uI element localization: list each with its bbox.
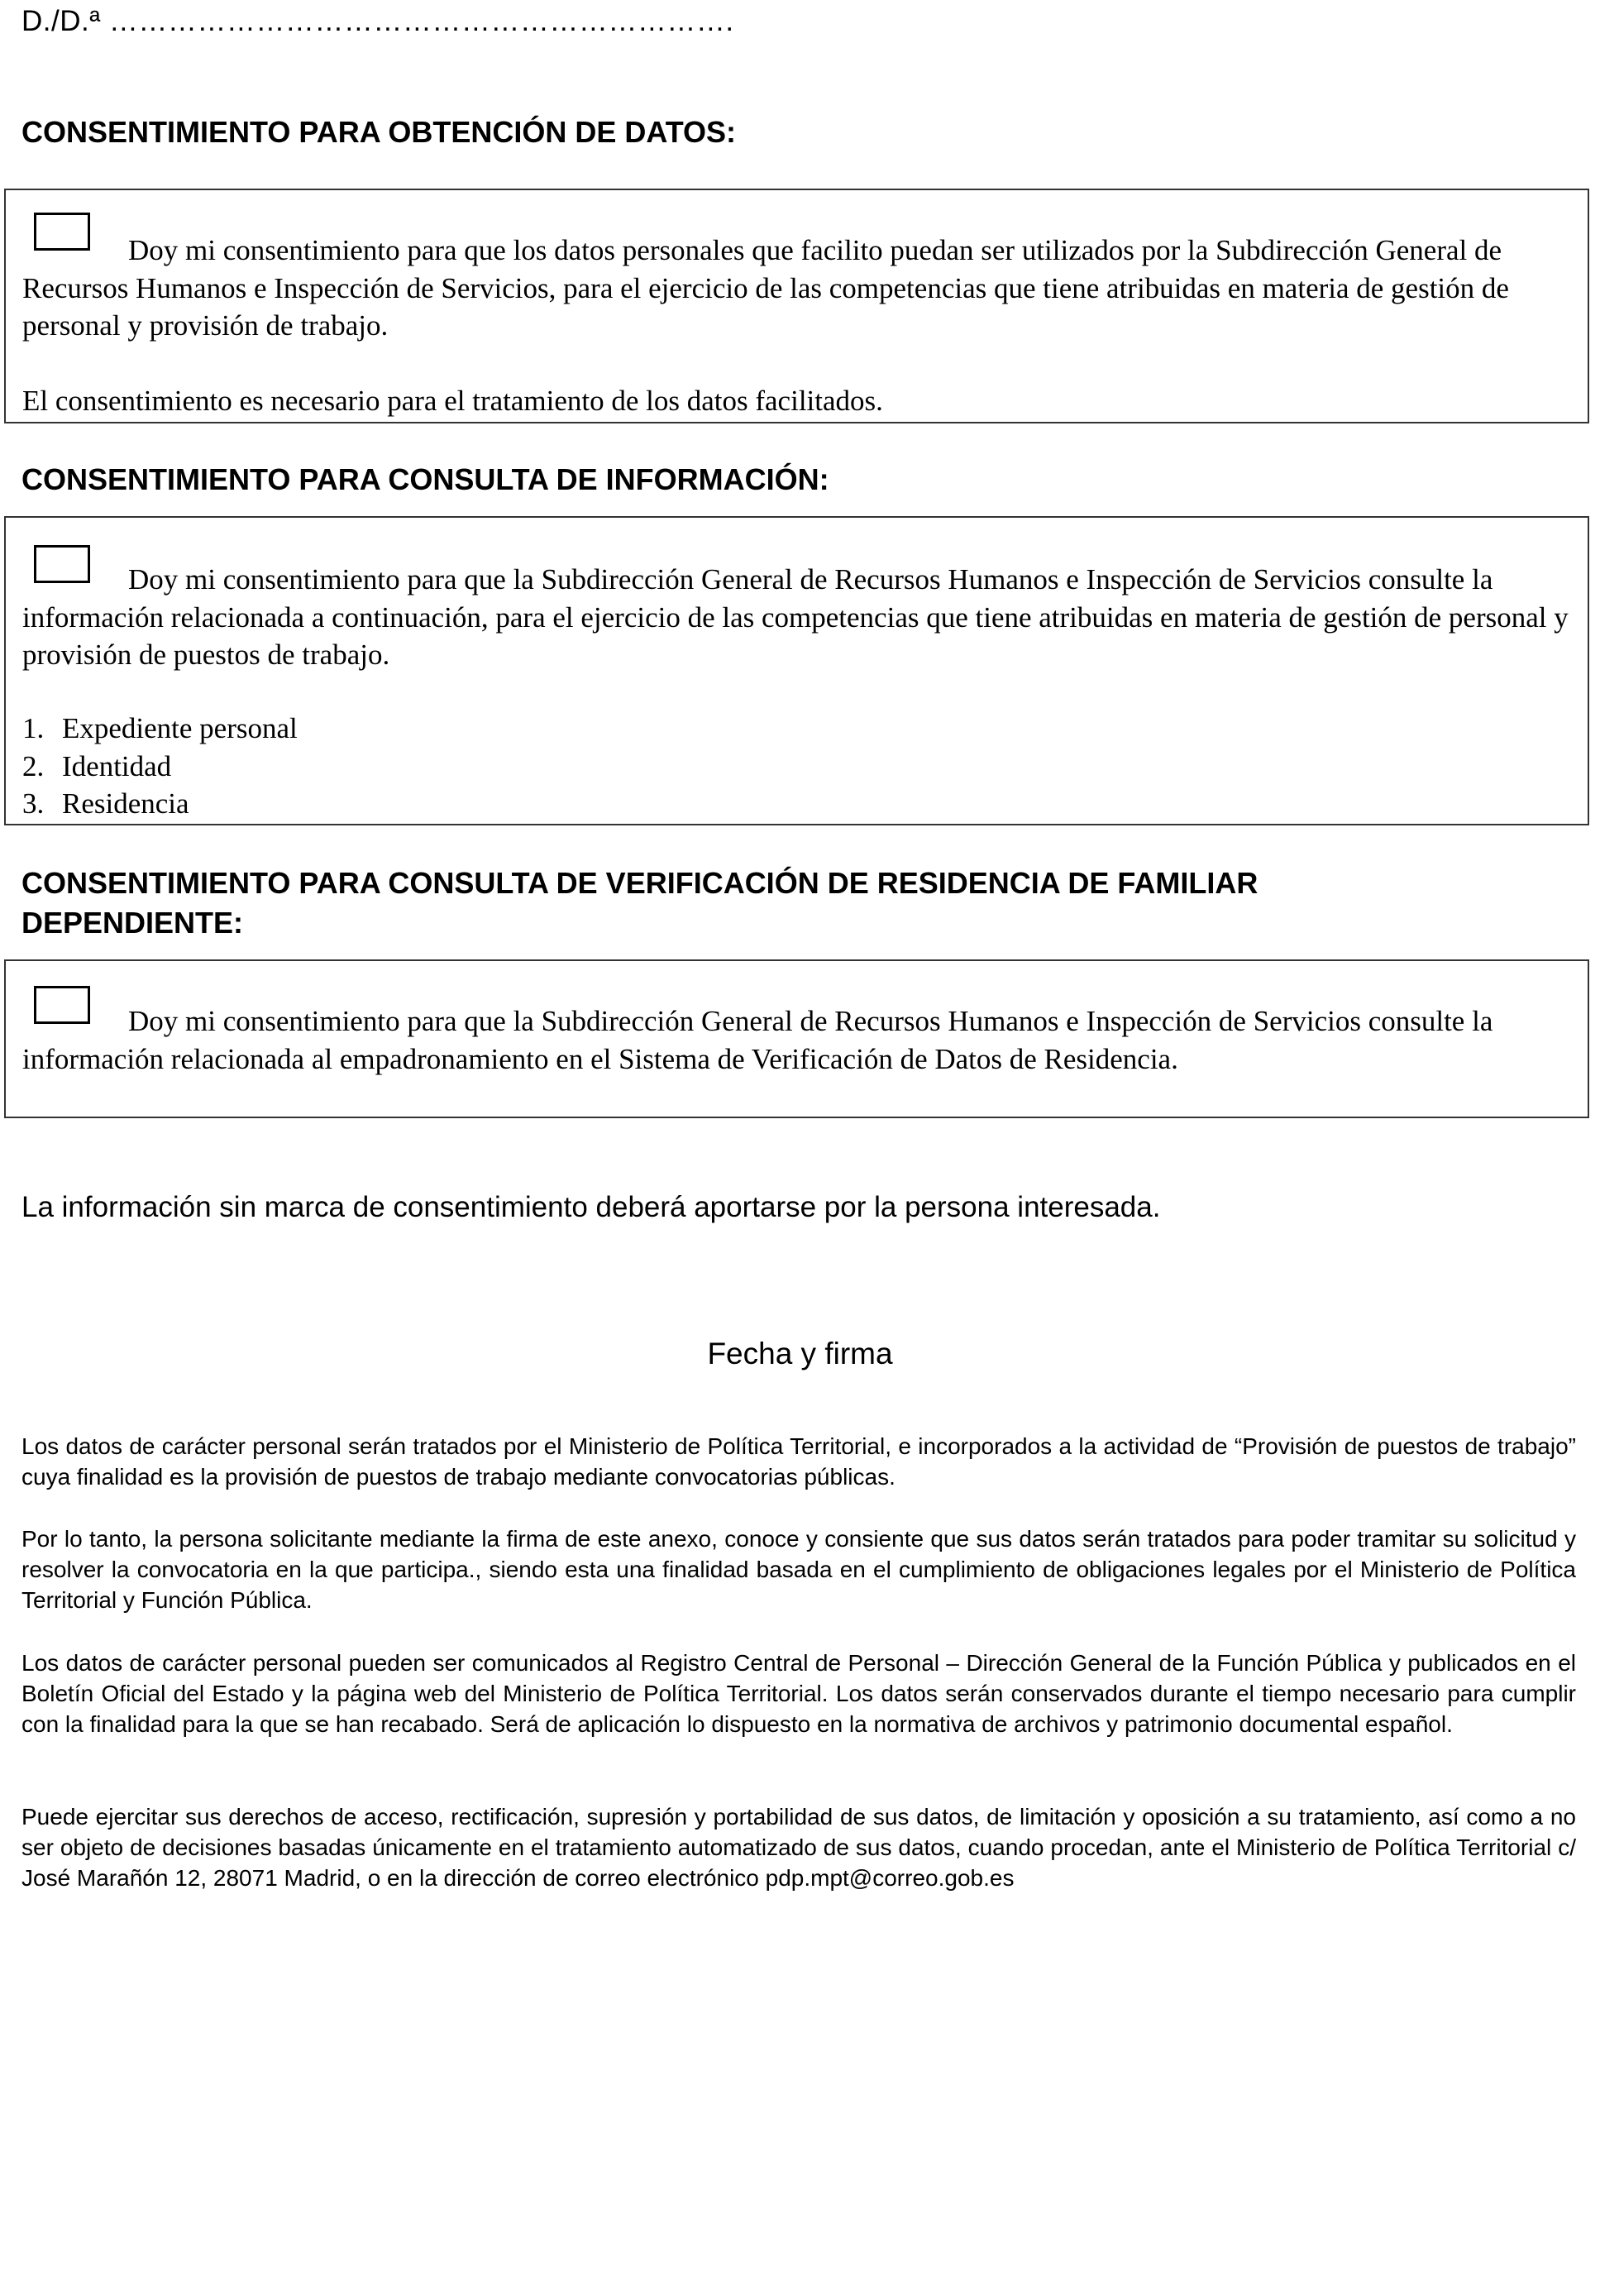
legal-paragraph-1: Los datos de carácter personal serán tratados por el Ministerio de Política Territorial, e incorporados a la actividad de “Provisión de puestos de trabajo” cuya finalidad es la provisión de puestos de trabajo mediante convocatorias públicas.: [21, 1433, 1576, 1490]
applicant-name-line: D./D.ª ……………………………………………………….: [21, 5, 734, 37]
section1-consent-text-body: Doy mi consentimiento para que los datos personales que facilito puedan ser utilizados por la Subdirección General de Recursos Humanos e Inspección de Servicios, para el ejercicio de las competencias que tiene atribuidas en materia de gestión de personal y provisión de trabajo.: [22, 234, 1509, 342]
section2-heading: CONSENTIMIENTO PARA CONSULTA DE INFORMACIÓN:: [21, 462, 829, 496]
section3-consent-text: [22, 1002, 1577, 1078]
section3-box: [4, 959, 1589, 1118]
list-item: 3. Residencia: [22, 787, 189, 820]
unmarked-info-note: La información sin marca de consentimiento deberá aportarse por la persona interesada.: [21, 1191, 1161, 1223]
section1-consent-text: [22, 232, 1577, 345]
section2-box: [4, 516, 1589, 825]
legal-paragraph-4: Puede ejercitar sus derechos de acceso, rectificación, supresión y portabilidad de sus datos, de limitación y oposición a su tratamiento, así como a no ser objeto de decisiones basadas únicamente en el tratamiento automatizado de sus datos, cuando procedan, ante el Ministerio de Política Territorial c/ José Marañón 12, 28071 Madrid, o en la dirección de correo electrónico pdp.mpt@correo.gob.es: [21, 1804, 1576, 1891]
section2-consent-text-body: Doy mi consentimiento para que la Subdirección General de Recursos Humanos e Inspección de Servicios consulte la información relacionada a continuación, para el ejercicio de las competencias que tiene atribuidas en materia de gestión de personal y provisión de puestos de trabajo.: [22, 563, 1569, 671]
legal-paragraph-3: Los datos de carácter personal pueden ser comunicados al Registro Central de Personal – Dirección General de la Función Pública y publicados en el Boletín Oficial del Estado y la página web del Ministerio de Política Territorial. Los datos serán conservados durante el tiempo necesario para cumplir con la finalidad para la que se han recabado. Será de aplicación lo dispuesto en la normativa de archivos y patrimonio documental español.: [21, 1650, 1576, 1737]
section2-info-list: [22, 710, 298, 823]
section2-consent-text: [22, 561, 1577, 674]
legal-paragraph-2: Por lo tanto, la persona solicitante mediante la firma de este anexo, conoce y consiente que sus datos serán tratados para poder tramitar su solicitud y resolver la convocatoria en la que participa., siendo esta una finalidad basada en el cumplimiento de obligaciones legales por el Ministerio de Política Territorial y Función Pública.: [21, 1526, 1576, 1613]
section3-consent-text-body: Doy mi consentimiento para que la Subdirección General de Recursos Humanos e Inspección de Servicios consulte la información relacionada al empadronamiento en el Sistema de Verificación de Datos de Residencia.: [22, 1005, 1493, 1075]
signature-label: Fecha y firma: [707, 1337, 893, 1370]
section1-box: [4, 189, 1589, 423]
list-item: 1. Expediente personal: [22, 712, 298, 744]
list-item: 2. Identidad: [22, 749, 172, 782]
section3-heading: CONSENTIMIENTO PARA CONSULTA DE VERIFICACIÓN DE RESIDENCIA DE FAMILIAR DEPENDIENTE:: [21, 866, 1259, 940]
section1-note: El consentimiento es necesario para el tratamiento de los datos facilitados.: [22, 385, 883, 417]
section1-heading: CONSENTIMIENTO PARA OBTENCIÓN DE DATOS:: [21, 115, 737, 149]
